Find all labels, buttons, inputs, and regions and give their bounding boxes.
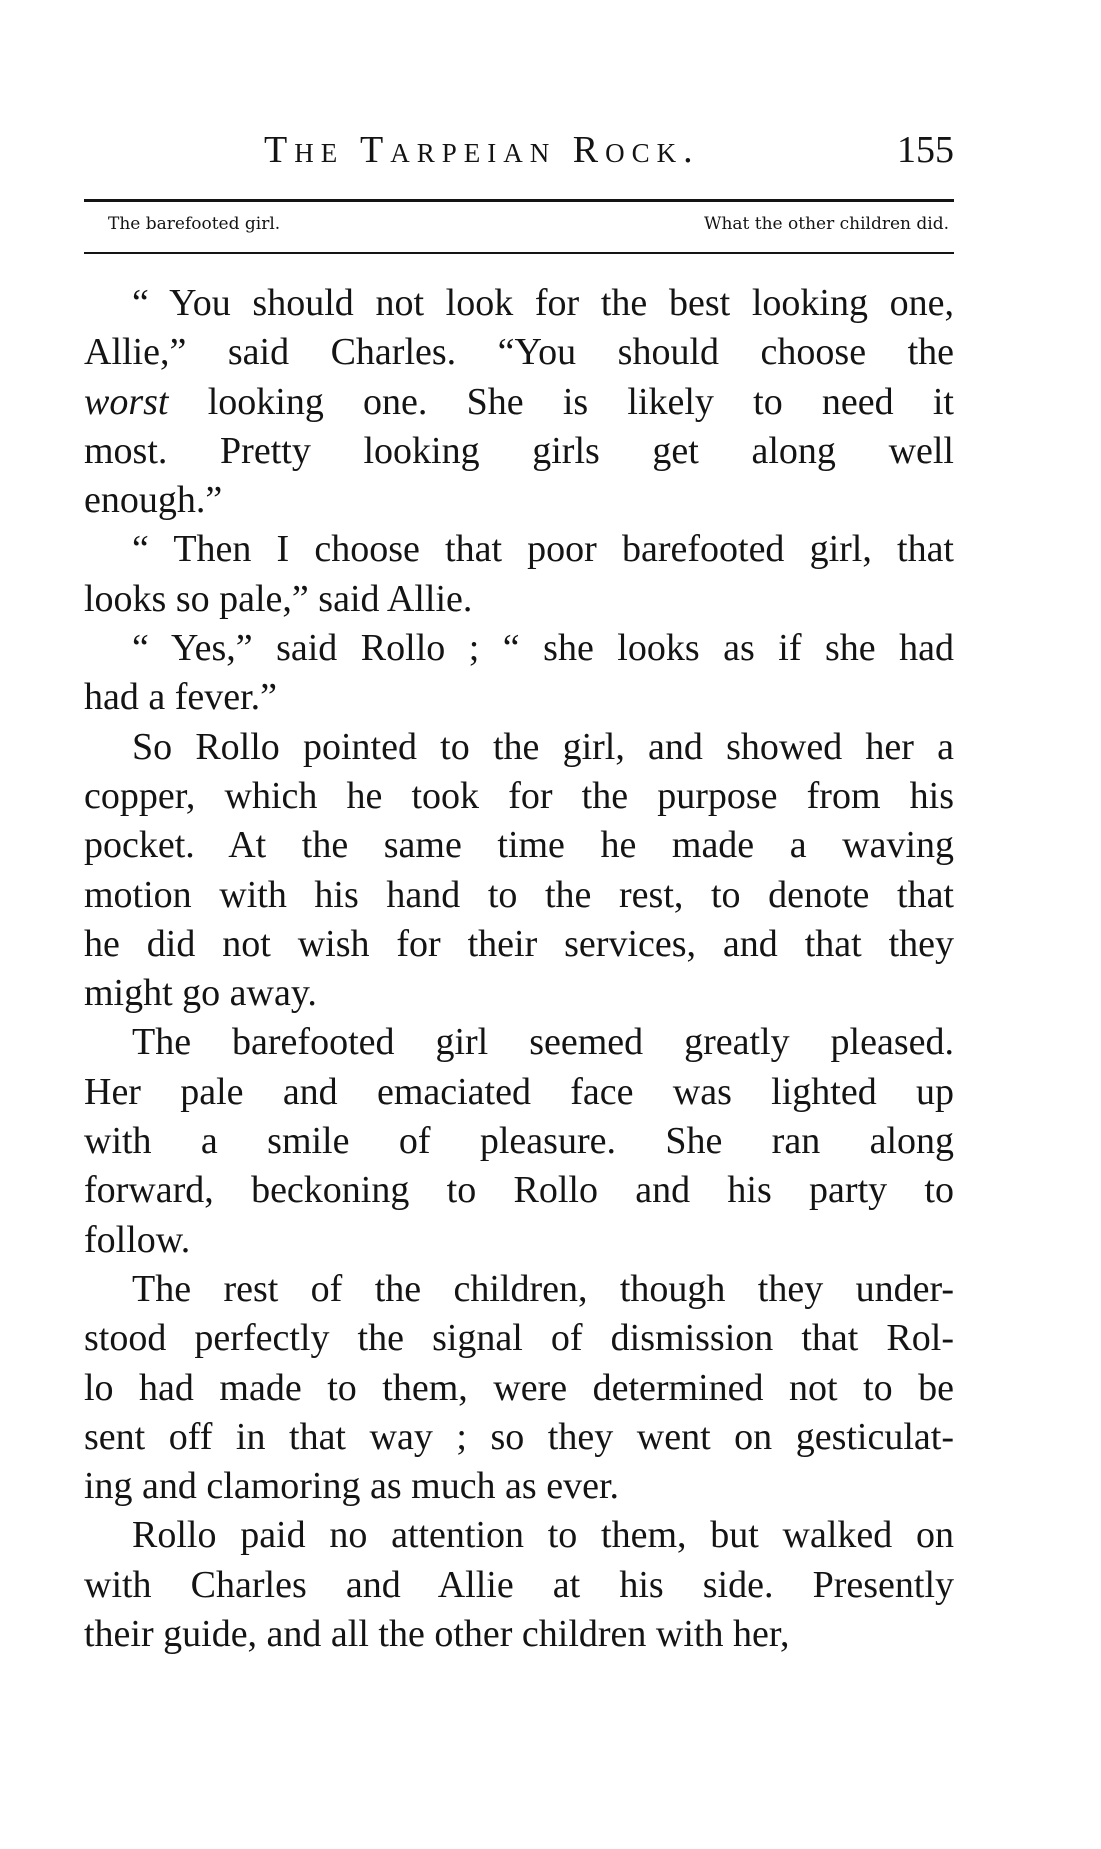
text-line: follow. bbox=[84, 1218, 191, 1261]
text-line: he did not wish for their services, and that they bbox=[84, 922, 954, 965]
paragraph bbox=[84, 279, 954, 525]
sidenote-right: What the other children did. bbox=[703, 214, 949, 234]
text-line: forward, beckoning to Rollo and his party to bbox=[84, 1169, 954, 1212]
text-line: The barefooted girl seemed greatly pleased. bbox=[132, 1021, 954, 1064]
text-line: stood perfectly the signal of dismission that Rol- bbox=[84, 1317, 954, 1360]
text-line: So Rollo pointed to the girl, and showed her a bbox=[132, 725, 954, 768]
header-rule-top bbox=[84, 199, 954, 202]
paragraph bbox=[84, 723, 954, 1019]
text-line: “ You should not look for the best looking one, bbox=[132, 282, 954, 324]
text-line: ing and clamoring as much as ever. bbox=[84, 1465, 620, 1508]
paragraph bbox=[84, 1265, 954, 1511]
text-line: worst looking one. She is likely to need it bbox=[84, 380, 954, 423]
text-line: their guide, and all the other children with her, bbox=[84, 1613, 790, 1656]
text-line: motion with his hand to the rest, to denote that bbox=[84, 873, 954, 916]
text-line: pocket. At the same time he made a waving bbox=[84, 824, 954, 867]
paragraph bbox=[84, 1018, 954, 1264]
page-number: 155 bbox=[897, 129, 954, 171]
text-line: most. Pretty looking girls get along well bbox=[84, 429, 954, 472]
text-line: “ Then I choose that poor barefooted girl, that bbox=[132, 528, 954, 571]
text-line: The rest of the children, though they under- bbox=[132, 1267, 954, 1310]
text-line: looks so pale,” said Allie. bbox=[84, 577, 473, 620]
text-line: lo had made to them, were determined not to be bbox=[84, 1366, 954, 1409]
text-line: with Charles and Allie at his side. Presently bbox=[84, 1563, 954, 1606]
text-line: Her pale and emaciated face was lighted up bbox=[84, 1070, 954, 1113]
text-line: enough.” bbox=[84, 479, 223, 522]
header-rule-bottom bbox=[84, 252, 954, 254]
text-line: copper, which he took for the purpose from his bbox=[84, 774, 954, 817]
text-line: Rollo paid no attention to them, but walked on bbox=[132, 1514, 954, 1557]
text-line: Allie,” said Charles. “You should choose the bbox=[84, 331, 954, 374]
body-text bbox=[84, 279, 954, 1659]
text-line: sent off in that way ; so they went on gesticulat- bbox=[84, 1415, 954, 1458]
paragraph bbox=[84, 624, 954, 723]
text-line: might go away. bbox=[84, 972, 317, 1015]
paragraph bbox=[84, 1511, 954, 1659]
text-line: had a fever.” bbox=[84, 676, 278, 719]
text-line: “ Yes,” said Rollo ; “ she looks as if she had bbox=[132, 627, 954, 670]
running-title: The Tarpeian Rock. bbox=[264, 129, 700, 171]
running-head bbox=[84, 128, 954, 188]
text-line: with a smile of pleasure. She ran along bbox=[84, 1120, 954, 1163]
paragraph bbox=[84, 525, 954, 624]
sidenote-left: The barefooted girl. bbox=[108, 214, 281, 234]
